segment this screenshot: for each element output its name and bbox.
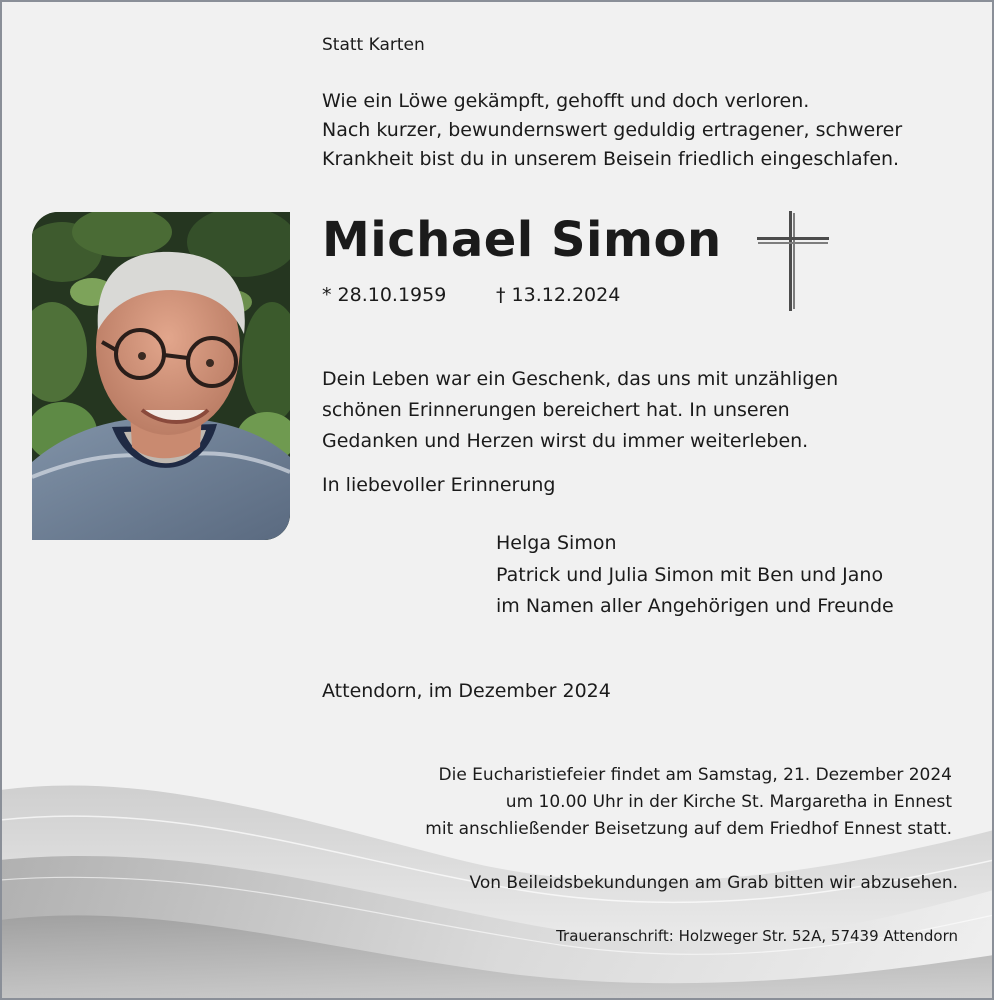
statt-karten: Statt Karten bbox=[322, 35, 425, 55]
tribute-line-2: schönen Erinnerungen bereichert hat. In unseren bbox=[322, 399, 790, 421]
condolence-note: Von Beileidsbekundungen am Grab bitten wir abzusehen. bbox=[469, 873, 958, 893]
tribute-line-3: Gedanken und Herzen wirst du immer weiterleben. bbox=[322, 430, 809, 452]
tribute-closing: In liebevoller Erinnerung bbox=[322, 474, 556, 496]
death-date: † 13.12.2024 bbox=[496, 284, 621, 306]
ceremony-line-1: Die Eucharistiefeier findet am Samstag, 21. Dezember 2024 bbox=[438, 765, 952, 785]
intro-line-3: Krankheit bist du in unserem Beisein friedlich eingeschlafen. bbox=[322, 148, 900, 170]
ceremony-line-3: mit anschließender Beisetzung auf dem Friedhof Ennest statt. bbox=[425, 819, 952, 839]
ceremony-line-2: um 10.00 Uhr in der Kirche St. Margaretha in Ennest bbox=[505, 792, 952, 812]
deceased-name: Michael Simon bbox=[322, 212, 722, 268]
mourner-line-3: im Namen aller Angehörigen und Freunde bbox=[496, 595, 894, 617]
place-date: Attendorn, im Dezember 2024 bbox=[322, 680, 611, 702]
mourner-line-1: Helga Simon bbox=[496, 532, 617, 554]
cross-icon bbox=[752, 207, 832, 313]
intro-line-2: Nach kurzer, bewundernswert geduldig ertragener, schwerer bbox=[322, 119, 903, 141]
portrait-photo bbox=[32, 212, 290, 540]
mourner-line-2: Patrick und Julia Simon mit Ben und Jano bbox=[496, 564, 884, 586]
intro-line-1: Wie ein Löwe gekämpft, gehofft und doch verloren. bbox=[322, 90, 810, 112]
birth-date: * 28.10.1959 bbox=[322, 284, 447, 306]
mourning-address: Traueranschrift: Holzweger Str. 52A, 57439 Attendorn bbox=[556, 927, 958, 945]
tribute-line-1: Dein Leben war ein Geschenk, das uns mit unzähligen bbox=[322, 368, 839, 390]
